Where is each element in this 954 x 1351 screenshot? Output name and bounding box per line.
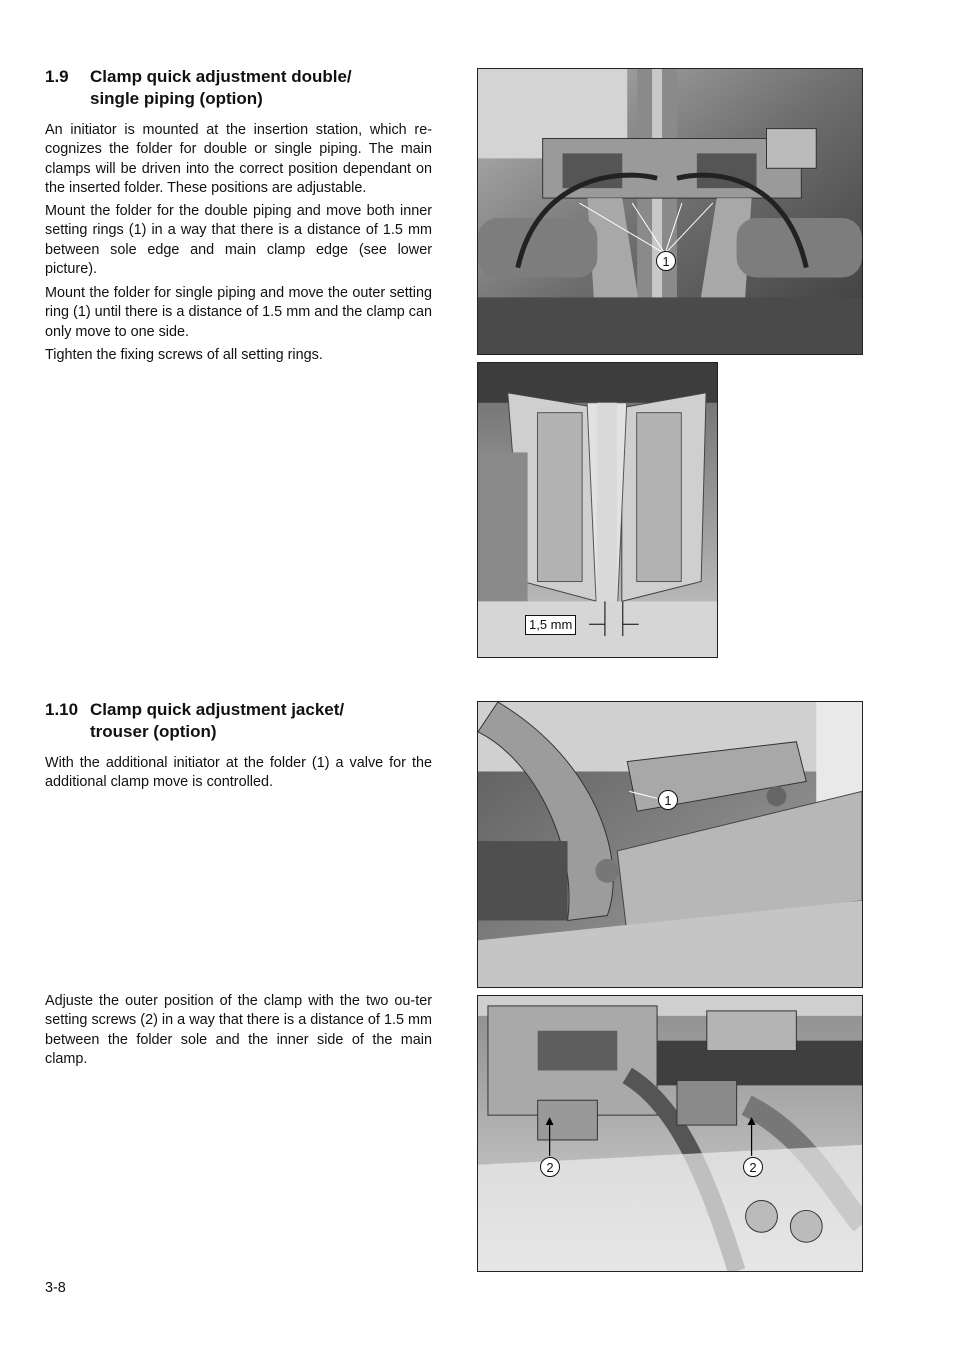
paragraph-tighten: Tighten the fixing screws of all setting rings. — [45, 347, 323, 363]
section-number: 1.10 — [45, 700, 79, 719]
paragraph-outer-position: Adjuste the outer position of the clamp with the two ou-ter setting screws (2) in a way that there is a distance of 1.5 mm between the folder sole and the inner side of the main clamp. — [45, 993, 432, 1068]
callout-folder-initiator: 1 — [658, 790, 678, 810]
section-heading-1-9 — [45, 66, 352, 110]
paragraph-additional-initiator: With the additional initiator at the folder (1) a valve for the additional clamp move is controlled. — [45, 755, 432, 791]
photo-insertion-station — [477, 68, 863, 355]
section-title-line1: Clamp quick adjustment double/ — [90, 67, 352, 86]
photo-folder-initiator-image — [478, 702, 862, 987]
callout-setting-rings: 1 — [656, 251, 676, 271]
paragraph-single-piping: Mount the folder for single piping and move the outer setting ring (1) until there is a distance of 1.5 mm and the clamp can only move to one side. — [45, 285, 432, 340]
page-number: 3-8 — [45, 1280, 66, 1296]
photo-insertion-station-image — [478, 69, 862, 354]
section-title-line2: single piping (option) — [90, 89, 263, 108]
photo-clamp-distance-image — [478, 363, 717, 657]
callout-setting-screw-right: 2 — [743, 1157, 763, 1177]
section-number: 1.9 — [45, 67, 69, 86]
photo-outer-setting-screws — [477, 995, 863, 1272]
photo-folder-initiator — [477, 701, 863, 988]
callout-setting-screw-left: 2 — [540, 1157, 560, 1177]
paragraph-intro: An initiator is mounted at the insertion station, which re-cognizes the folder for double or single piping. The main clamps will be driven into the correct position dependant on the inserted folder. These positions are adjustable. — [45, 122, 432, 197]
section-title-line1: Clamp quick adjustment jacket/ — [90, 700, 345, 719]
section-title-line2: trouser (option) — [90, 722, 217, 741]
measurement-label: 1,5 mm — [525, 615, 576, 635]
photo-outer-setting-screws-image — [478, 996, 862, 1271]
section-heading-1-10 — [45, 699, 344, 743]
paragraph-double-piping: Mount the folder for the double piping and move both inner setting rings (1) in a way that there is a distance of 1.5 mm between sole edge and main clamp edge (see lower picture). — [45, 203, 432, 278]
photo-clamp-distance — [477, 362, 718, 658]
